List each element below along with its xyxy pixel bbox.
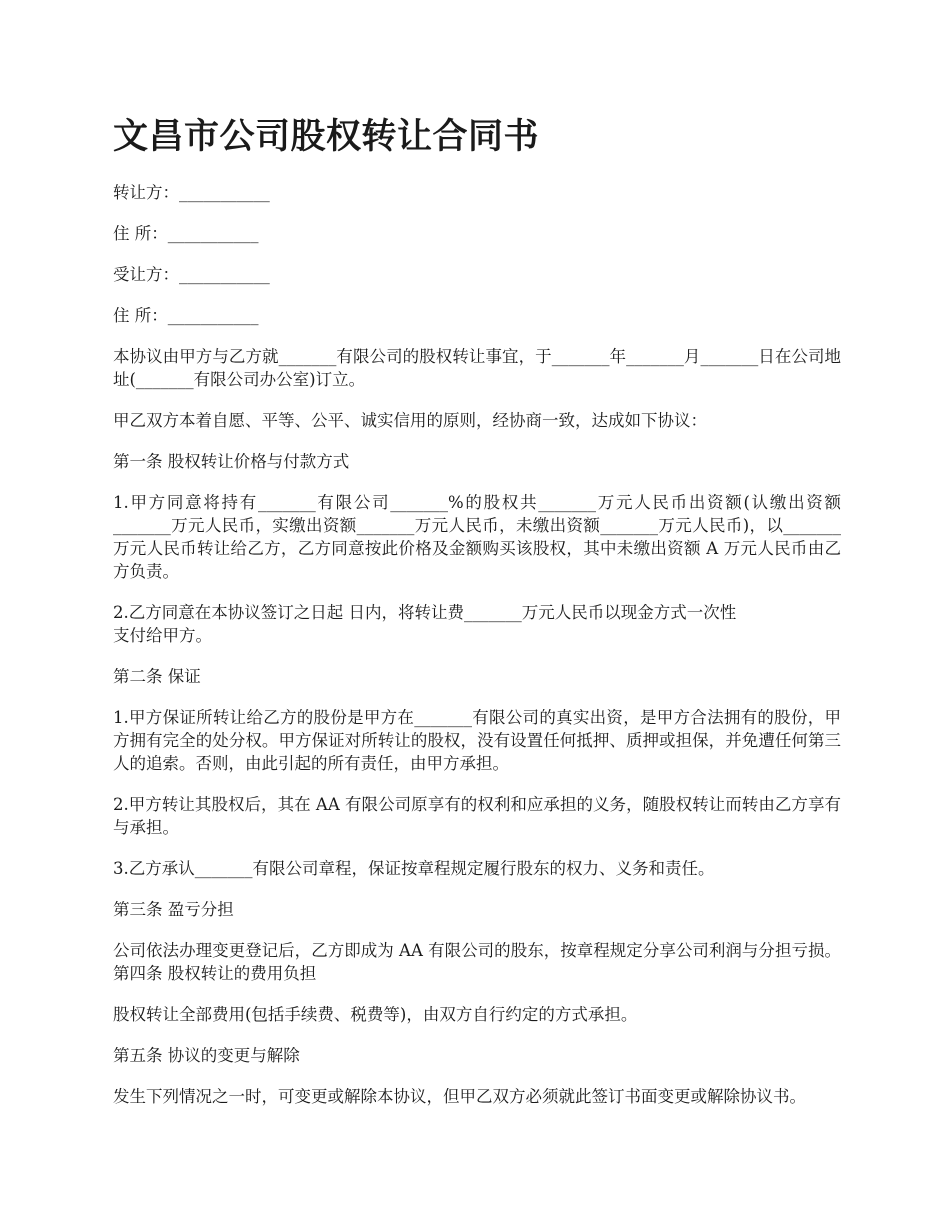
document-page: [113, 112, 847, 1126]
article-1-clause-1: 1.甲方同意将持有_______有限公司_______%的股权共_______万元人民币出资额(认缴出资额_______万元人民币，实缴出资额_______万元人民币，未缴出资额_______万元人民币)，以_______万元人民币转让给乙方，乙方同意按此价格及金额购买该股权，其中未缴出资额 A 万元人民币由乙方负责。: [113, 493, 841, 581]
article-4-body: 股权转让全部费用(包括手续费、税费等)，由双方自行约定的方式承担。: [113, 1005, 638, 1024]
article-2-clause-2: 2.甲方转让其股权后，其在 AA 有限公司原享有的权利和应承担的义务，随股权转让而转由乙方享有与承担。: [113, 795, 841, 837]
article-1-clause-2: 2.乙方同意在本协议签订之日起 日内，将转让费_______万元人民币以现金方式一次性 支付给甲方。: [113, 603, 737, 645]
principles-paragraph: 甲乙双方本着自愿、平等、公平、诚实信用的原则，经协商一致，达成如下协议：: [113, 411, 707, 430]
transferee-address-line: 住 所：___________: [113, 306, 259, 325]
transferor-line: 转让方：___________: [113, 183, 270, 202]
article-2-clause-3: 3.乙方承认_______有限公司章程，保证按章程规定履行股东的权力、义务和责任。: [113, 859, 715, 878]
article-2-clause-1: 1.甲方保证所转让给乙方的股份是甲方在_______有限公司的真实出资，是甲方合法拥有的股份，甲方拥有完全的处分权。甲方保证对所转让的股权，没有设置任何抵押、质押或担保，并免遭任何第三人的追索。否则，由此引起的所有责任，由甲方承担。: [113, 708, 841, 773]
transferor-address-line: 住 所：___________: [113, 224, 259, 243]
transferee-line: 受让方：___________: [113, 265, 270, 284]
article-1-heading: 第一条 股权转让价格与付款方式: [113, 452, 350, 471]
article-5-heading: 第五条 协议的变更与解除: [113, 1046, 300, 1065]
article-5-body: 发生下列情况之一时，可变更或解除本协议，但甲乙双方必须就此签订书面变更或解除协议书。: [113, 1087, 806, 1106]
article-3-heading: 第三条 盈亏分担: [113, 900, 234, 919]
article-2-heading: 第二条 保证: [113, 667, 201, 686]
document-title: 文昌市公司股权转让合同书: [113, 117, 540, 157]
agreement-intro-paragraph: 本协议由甲方与乙方就_______有限公司的股权转让事宜，于_______年_______月_______日在公司地址(_______有限公司办公室)订立。: [113, 347, 842, 389]
article-3-body: 公司依法办理变更登记后，乙方即成为 AA 有限公司的股东，按章程规定分享公司利润与分担亏损。 第四条 股权转让的费用负担: [113, 941, 847, 983]
